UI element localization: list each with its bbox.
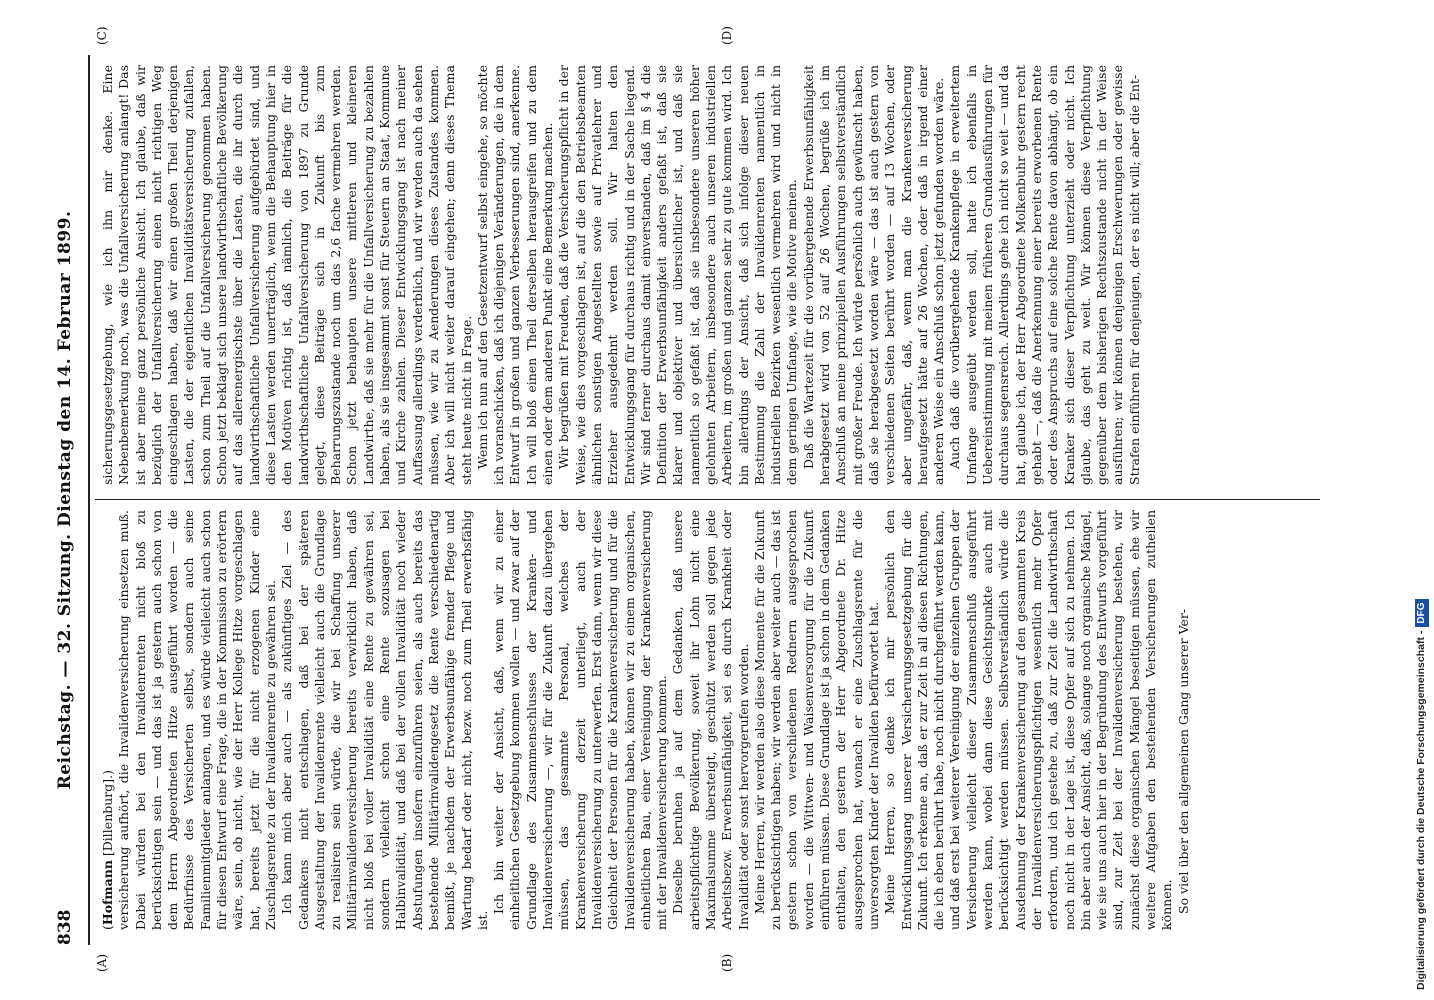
column-divider <box>95 499 1320 500</box>
header-rule <box>88 55 90 945</box>
margin-mark-d: (D) <box>720 26 734 45</box>
speaker-line: (Hofmann [Dillenburg].) <box>100 769 115 930</box>
paragraph: Wenn ich nun auf den Gesetzentwurf selbst eingehe, so möchte ich voranschicken, daß ich diejenigen Veränderungen, die in dem Entwurf in großen und ganzen Verbesserungen sind, anerkenne. Ich will bloß einen Theil derselben herausgreifen und zu dem einen oder dem anderen Punkt eine Bemerkung machen. <box>474 65 556 485</box>
paragraph: Meine Herren, wir werden also diese Momente für die Zukunft zu berücksichtigen haben; wir werden aber weiter auch — das ist gestern schon von verschiedenen Rednern ausgesprochen worden — die Wittwen- und Waisenversorgung für die Zukunft einführen müssen. Diese Grundlage ist ja schon in dem Gedanken enthalten, den gestern der Herr Abgeordnete Dr. Hitze ausgesprochen hat, wonach er eine Zuschlagsrente für die unversorgten Kinder der Invaliden befürwortet hat. <box>751 510 881 930</box>
paragraph: Daß die Wartezeit für die vorübergehende Erwerbsunfähigkeit herabgesetzt wird von 52 auf 26 Wochen, begrüße ich im Anschluß an meine prinzipiellen Ausführungen selbstverständlich mit großer Freude. Ich würde persönlich auch gewünscht haben, daß sie herabgesetzt worden wäre — das ist auch gestern von verschiedenen Seiten berührt worden — auf 13 Wochen, oder aber ungefähr, daß, wenn man die Krankenversicherung heraufgesetzt hätte auf 26 Wochen, oder daß in irgend einer anderen Weise ein Anschluß schon jetzt gefunden worden wäre. <box>800 65 947 485</box>
paragraph: versicherung aufhört, die Invalidenversicherung einsetzen muß. Dabei würden bei den Invalidenrenten nicht bloß zu berücksichtigen sein — und das ist ja gestern auch schon von dem Herrn Abgeordneten Hitze ausgeführt worden — die Bedürfnisse des Versicherten selbst, sondern auch seine Familienmitglieder anlangen, und es würde vielleicht auch schon für diesen Entwurf eine Frage, die in der Kommission zu erörtern wäre, sein, ob nicht, wie der Herr Kollege Hitze vorgeschlagen hat, bereits jetzt für die nicht erzogenen Kinder eine Zuschlagsrente zu der Invalidenrente zu gewähren sei. <box>116 510 278 930</box>
digitization-note <box>1410 10 1432 990</box>
left-column <box>100 510 1325 930</box>
paragraph: sicherungsgesetzgebung, wie ich ihn mir denke. Eine Nebenbemerkung noch, was die Unfallversicherung anlangt! Das ist aber meine ganz persönliche Ansicht. Ich glaube, daß wir bezüglich der Unfallversicherung einen nicht richtigen Weg eingeschlagen haben, daß wir einen großen Theil derjenigen Lasten, die der eigentlichen Invaliditätsversicherung zufallen, schon zum Theil auf die Unfallversicherung genommen haben. Schon jetzt beklagt sich unsere landwirthschaftliche Bevölkerung auf das allerenergischste über die Lasten, die ihr durch die landwirthschaftliche Unfallversicherung aufgebürdet sind, und diese Lasten werden unerträglich, wenn die Behauptung hier in den Motiven richtig ist, daß nämlich, die Beiträge für die landwirthschaftliche Unfallversicherung von 1897 zu Grunde gelegt, diese Beiträge sich in Zukunft bis zum Beharrungszustande noch um das 2,6 fache vermehren werden. Schon jetzt behaupten unsere mittleren und kleineren Landwirthe, daß sie mehr für die Unfallversicherung zu bezahlen haben, als sie insgesammt sonst für Steuern an Staat, Kommune und Kirche zahlen. Dieser Entwicklungsgang ist nach meiner Auffassung allerdings verderblich, und wir werden auch da sehen müssen, wie wir zu Aenderungen dieses Zustandes kommen. Aber ich will nicht weiter darauf eingehen; denn dieses Thema steht heute nicht in Frage. <box>100 65 474 485</box>
speaker-note: [Dillenburg].) <box>100 769 115 857</box>
digitization-text: Digitalisierung gefördert durch die Deutsche Forschungsgemeinschaft - <box>1415 630 1427 990</box>
paragraph: Wir begrüßen mit Freuden, daß die Versicherungspflicht in der Weise, wie dies vorgeschlagen ist, auf die den Betriebsbeamten ähnlichen sonstigen Angestellten sowie auf Privatlehrer und Erzieher ausgedehnt werden soll. Wir halten den Entwicklungsgang für durchaus richtig und in der Sache liegend. Wir sind ferner durchaus damit einverstanden, daß im § 4 die Definition der Erwerbsunfähigkeit anders gefaßt ist, daß sie klarer und objektiver und übersichtlicher ist, und daß sie namentlich so gefaßt ist, daß sie insbesondere unseren höher gelohnten Arbeitern, insbesondere auch unseren industriellen Arbeitern, im großen und ganzen sehr zu gute kommen wird. Ich bin allerdings der Ansicht, daß sich infolge dieser neuen Bestimmung die Zahl der Invalidenrenten namentlich in industriellen Bezirken wesentlich vermehren wird und nicht in dem geringen Umfange, wie die Motive meinen. <box>556 65 800 485</box>
margin-mark-c: (C) <box>95 26 109 45</box>
margin-mark-b: (B) <box>720 953 734 972</box>
page-number: 838 <box>55 909 75 945</box>
margin-mark-a: (A) <box>95 953 109 972</box>
digitization-sidebar <box>1410 10 1432 990</box>
speaker-name: Hofmann <box>100 860 115 926</box>
paragraph: Auch daß die vorübergehende Krankenpflege in erweitertem Umfange ausgeübt werden soll, hatte ich ebenfalls in Uebereinstimmung mit meinen früheren Grundausführungen für durchaus segensreich. Allerdings gehe ich nicht so weit — und da hat, glaube ich, der Herr Abgeordnete Molkenbuhr gestern recht gehabt —, daß die Anerkennung einer bereits erworbenen Rente oder des Anspruchs auf eine solche Rente davon abhängt, ob ein Kranker sich dieser Verpflichtung unterzieht oder nicht. Ich glaube, das geht zu weit. Wir können diese Verpflichtung gegenüber dem bisherigen Rechtszustande nicht in der Weise ausführen; wir können denjenigen Erschwerungen oder gewisse Strafen einführen für denjenigen, der es nicht will; aber die Ent- <box>947 65 1142 485</box>
paragraph: So viel über den allgemeinen Gang unserer Ver- <box>1175 608 1191 914</box>
paragraph: Meine Herren, so denke ich mir persönlich den Entwicklungsgang unserer Versicherungsgesetzgebung für die Zukunft. Ich erkenne an, daß er zur Zeit in all diesen Richtungen, die ich eben berührt habe, noch nicht durchgeführt werden kann, und daß erst bei weiterer Vereinigung der einzelnen Gruppen der Versicherung vielleicht dieser Zusammenschluß ausgeführt werden kann, wobei dann diese Gesichtspunkte auch mit berücksichtigt werden müssen. Selbstverständlich würde die Ausdehnung der Krankenversicherung auf den gesammten Kreis der Invalidenversicherungspflichtigen wesentlich mehr Opfer erfordern, und ich gestehe zu, daß zur Zeit die Landwirthschaft noch nicht in der Lage ist, diese Opfer auf sich zu nehmen. Ich bin aber auch der Ansicht, daß, solange noch organische Mängel, wie sie uns auch hier in der Begründung des Entwurfs vorgeführt sind, zur Zeit bei der Invalidenversicherung bestehen, wir zunächst diese organischen Mängel beseitigen müssen, ehe wir weitere Aufgaben den bestehenden Versicherungen zutheilen können. <box>882 510 1175 930</box>
paragraph: Ich kann mich aber auch — als zukünftiges Ziel — des Gedankens nicht entschlagen, daß bei der späteren Ausgestaltung der Invalidenrente vielleicht auch die Grundlage zu realisiren sein würde, die wir bei Schaffung unserer Militärinvalidenversicherung bereits verwirklicht haben, daß nicht bloß bei voller Invalidität eine Rente zu gewähren sei, sondern vielleicht schon eine Rente sozusagen bei Halbinvalidität, und daß bei der vollen Invalidität noch wieder Abstufungen insofern einzuführen seien, als auch bereits das bestehende Militärinvalidengesetz die Rente verschiedenartig bemißt, je nachdem der Erwerbsunfähige fremder Pflege und Wartung bedarf oder nicht, bezw. noch zum Theil erwerbsfähig ist. <box>279 510 490 930</box>
paragraph: Ich bin weiter der Ansicht, daß, wenn wir zu einer einheitlichen Gesetzgebung kommen wollen — und zwar auf der Grundlage des Zusammenschlusses der Kranken- und Invalidenversicherung —, wir für die Zukunft dazu übergehen müssen, das gesammte Personal, welches der Krankenversicherung derzeit unterliegt, auch der Invalidenversicherung zu unterwerfen. Erst dann, wenn wir diese Gleichheit der Personen für die Krankenversicherung und für die Invalidenversicherung haben, können wir zu einem organischen, einheitlichen Bau, einer Vereinigung der Krankenversicherung mit der Invalidenversicherung kommen. <box>491 510 670 930</box>
right-column <box>100 65 1325 485</box>
dfg-logo: DFG <box>1415 600 1429 627</box>
running-header <box>55 55 85 945</box>
paragraph: Dieselbe beruhen ja auf dem Gedanken, daß unsere arbeitspflichtige Bevölkerung, soweit ihr Lohn nicht eine Maximalsumme übersteigt, geschützt werden soll gegen jede Arbeitsbezw. Erwerbsunfähigkeit, sei es durch Krankheit oder Invalidität oder sonst hervorgerufen worden. <box>670 510 751 930</box>
running-title: Reichstag. — 32. Sitzung. Dienstag den 14. Februar 1899. <box>55 210 75 790</box>
